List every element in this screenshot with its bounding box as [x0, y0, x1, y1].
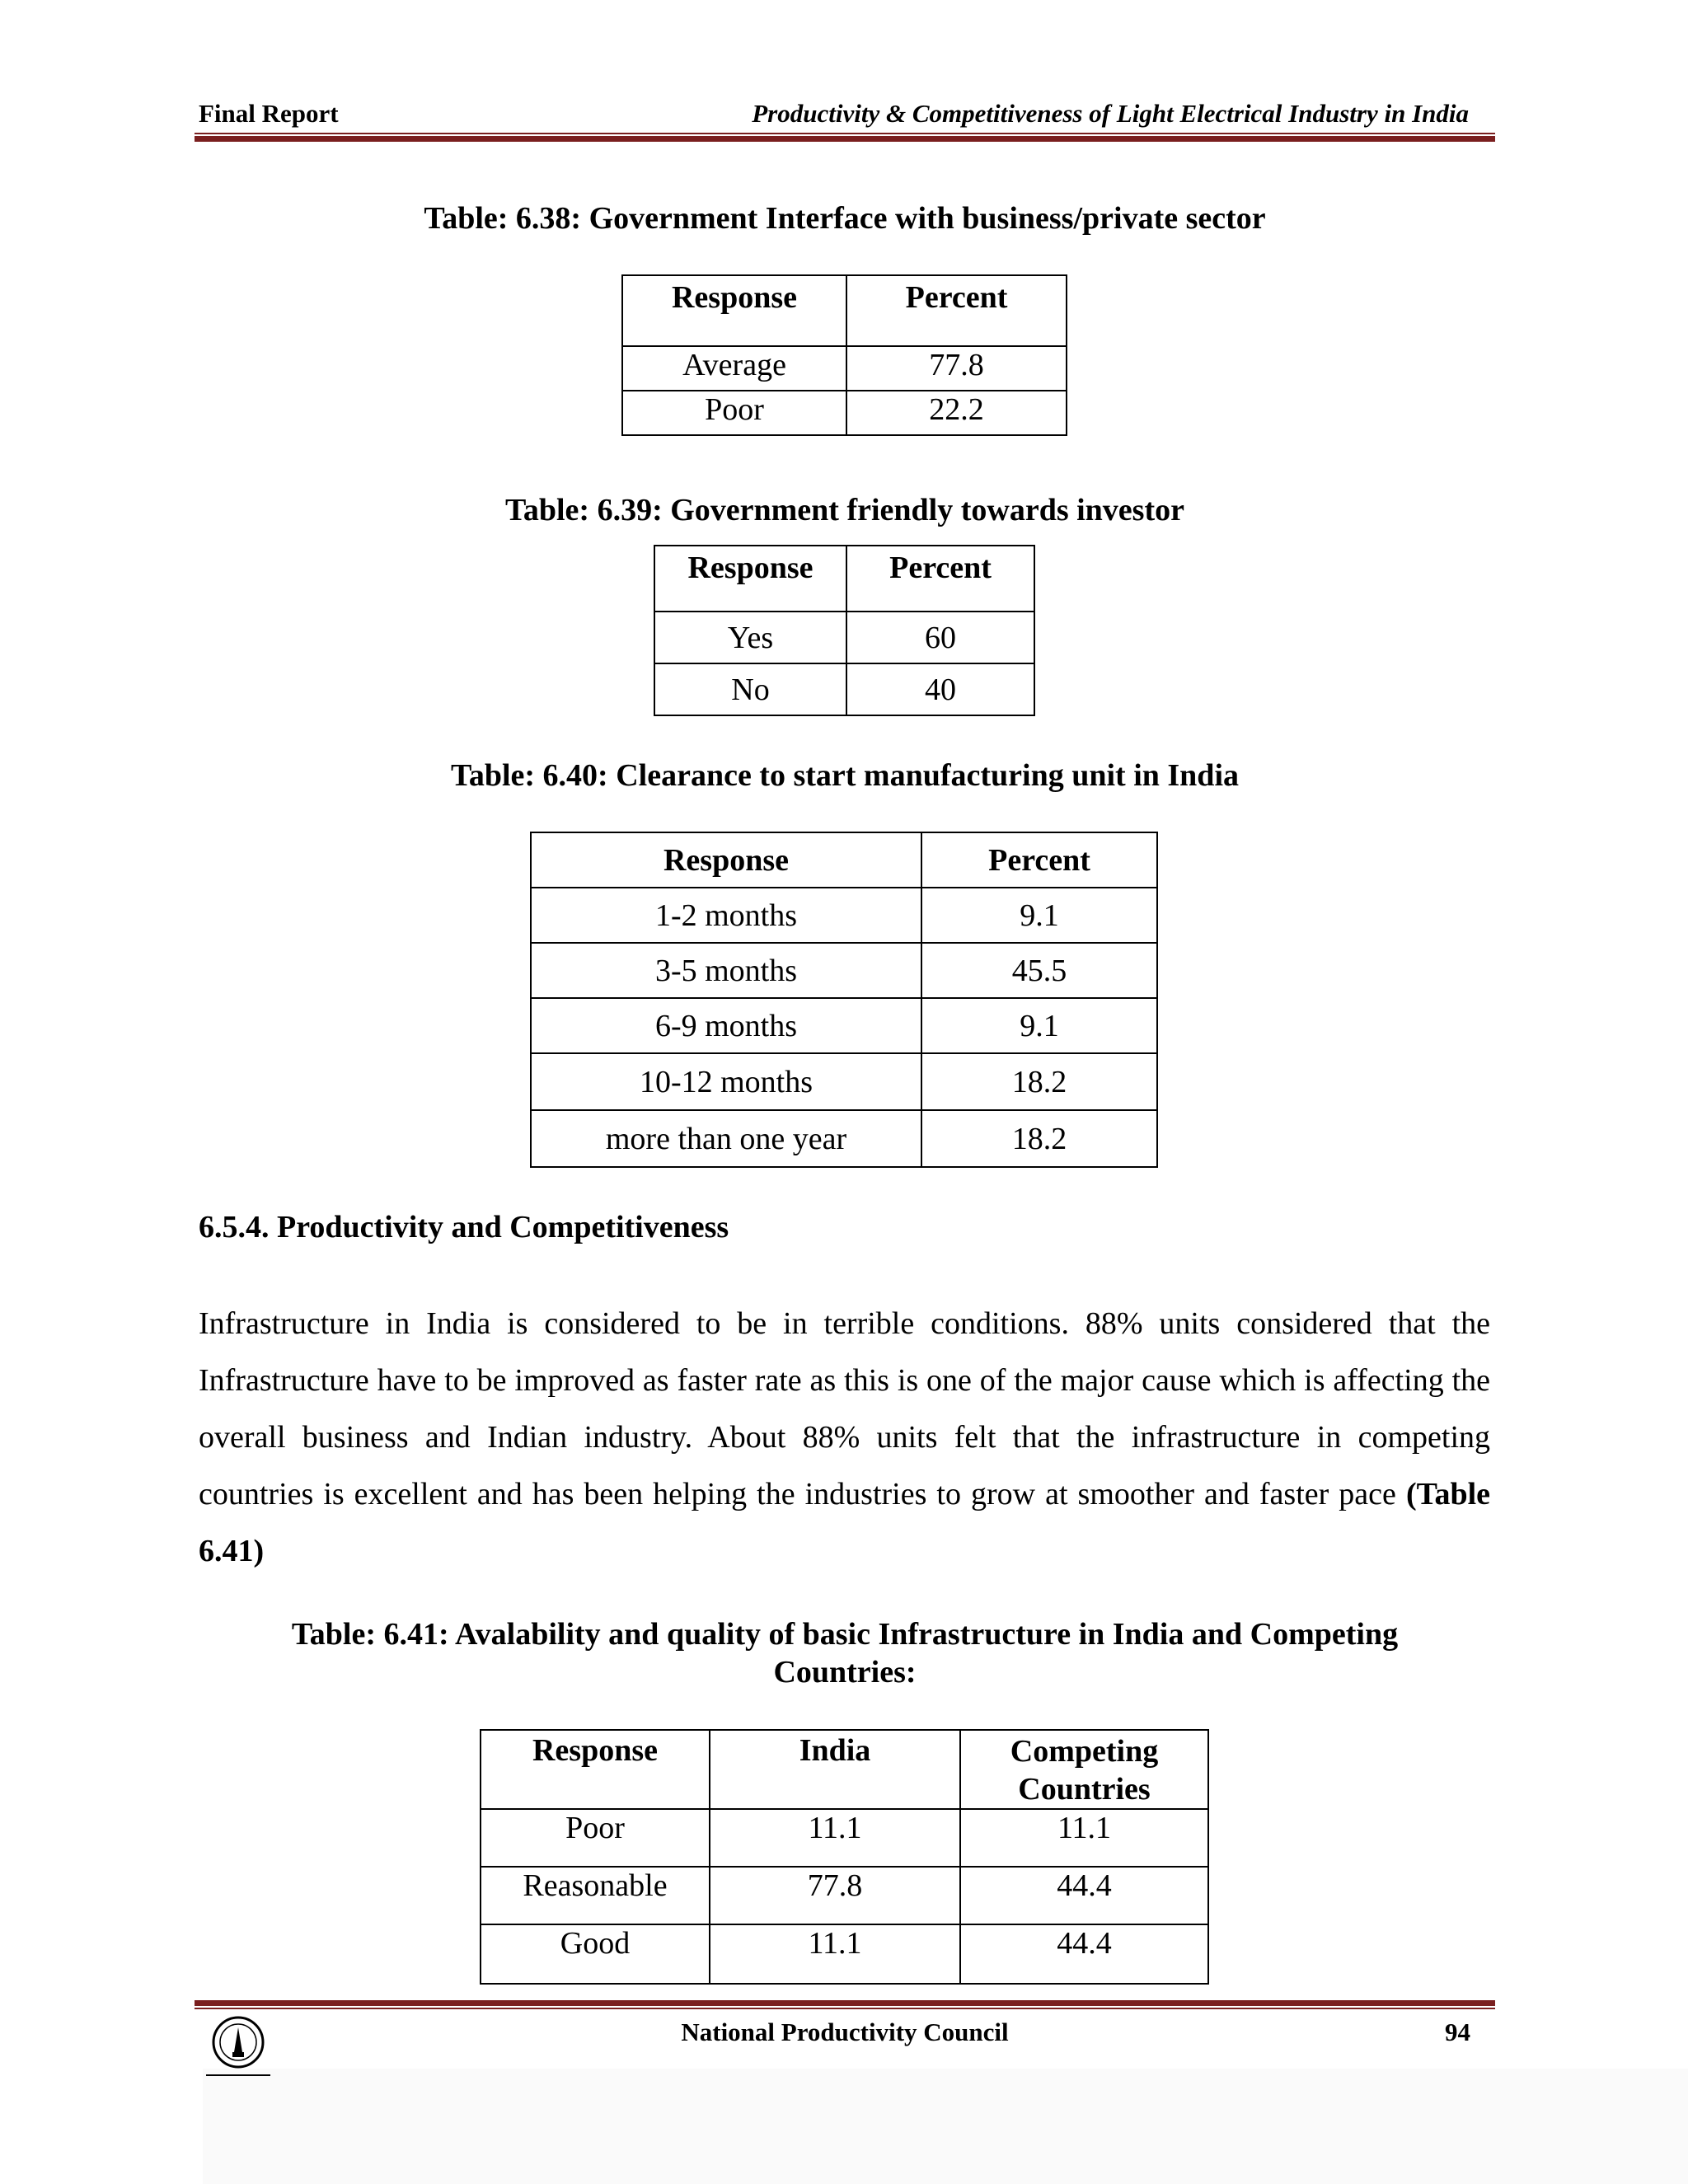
table-cell: 44.4 [960, 1867, 1208, 1924]
table-header-cell: Response [481, 1730, 710, 1809]
table-header-cell: Response [654, 546, 846, 612]
table-cell: 9.1 [921, 888, 1157, 943]
table-row [481, 1867, 1208, 1924]
table-cell: 60 [846, 612, 1034, 663]
table-row [654, 663, 1034, 715]
table-cell: Yes [654, 612, 846, 663]
table-639-caption: Table: 6.39: Government friendly towards investor [505, 493, 1184, 527]
footer-rule-thin [195, 2008, 1495, 2009]
table-cell: 11.1 [710, 1924, 960, 1984]
table-row [531, 1110, 1157, 1167]
table-row [531, 888, 1157, 943]
table-cell: Average [622, 346, 846, 391]
table-cell: 45.5 [921, 943, 1157, 998]
paragraph-text: Infrastructure in India is considered to be in terrible conditions. 88% units considered that the Infrastructure have to be improved as faster rate as this is one of the major cause which is affecting the overall business and Indian industry. About 88% units felt that the infrastructure in competing countries is excellent and has been helping the industries to grow at smoother and faster pace [199, 1306, 1490, 1511]
table-header-cell: Response [622, 275, 846, 346]
table-cell: 11.1 [960, 1809, 1208, 1867]
table-header-cell: Percent [846, 546, 1034, 612]
header-rule-thick [195, 136, 1495, 142]
table-header-cell: Percent [921, 832, 1157, 888]
table-header-cell: Competing Countries [960, 1730, 1208, 1809]
table-641 [480, 1729, 1209, 1985]
footer-rule-thick [195, 2000, 1495, 2006]
page-number: 94 [1445, 2018, 1470, 2046]
table-638 [621, 274, 1067, 436]
table-row [654, 612, 1034, 663]
table-cell: 77.8 [710, 1867, 960, 1924]
table-header-cell: Response [531, 832, 921, 888]
table-639 [654, 545, 1035, 716]
table-cell: 11.1 [710, 1809, 960, 1867]
table-cell: 18.2 [921, 1110, 1157, 1167]
header-left: Final Report [199, 99, 339, 128]
table-641-caption-line2: Countries: [773, 1655, 917, 1690]
table-row [481, 1809, 1208, 1867]
table-header-cell: India [710, 1730, 960, 1809]
table-cell: Poor [481, 1809, 710, 1867]
table-cell: 10-12 months [531, 1053, 921, 1110]
table-cell: 9.1 [921, 998, 1157, 1053]
table-row [531, 943, 1157, 998]
table-640-caption: Table: 6.40: Clearance to start manufacturing unit in India [450, 758, 1239, 793]
table-row [481, 1924, 1208, 1984]
table-row [622, 391, 1067, 435]
table-cell: 3-5 months [531, 943, 921, 998]
table-row [531, 1053, 1157, 1110]
paragraph-table-ref: (Table 6.41) [199, 1477, 1491, 1568]
table-cell: Reasonable [481, 1867, 710, 1924]
table-cell: 22.2 [846, 391, 1067, 435]
table-row [531, 998, 1157, 1053]
header-rule-thin [195, 133, 1495, 134]
table-cell: Good [481, 1924, 710, 1984]
table-row [622, 346, 1067, 391]
section-heading: 6.5.4. Productivity and Competitiveness [199, 1210, 729, 1244]
table-cell: No [654, 663, 846, 715]
table-cell: more than one year [531, 1110, 921, 1167]
table-cell: 6-9 months [531, 998, 921, 1053]
page-shade [203, 2069, 1688, 2184]
table-641-caption-line1: Table: 6.41: Avalability and quality of basic Infrastructure in India and Competing [291, 1617, 1399, 1652]
section-paragraph [199, 1296, 1490, 1580]
header-right: Productivity & Competitiveness of Light Electrical Industry in India [752, 99, 1469, 128]
table-cell: 77.8 [846, 346, 1067, 391]
table-cell: 18.2 [921, 1053, 1157, 1110]
table-cell: Poor [622, 391, 846, 435]
table-cell: 44.4 [960, 1924, 1208, 1984]
table-638-caption: Table: 6.38: Government Interface with business/private sector [424, 201, 1266, 236]
table-cell: 40 [846, 663, 1034, 715]
table-cell: 1-2 months [531, 888, 921, 943]
table-header-cell: Percent [846, 275, 1067, 346]
footer-organization: National Productivity Council [681, 2018, 1009, 2046]
table-640 [530, 832, 1158, 1168]
